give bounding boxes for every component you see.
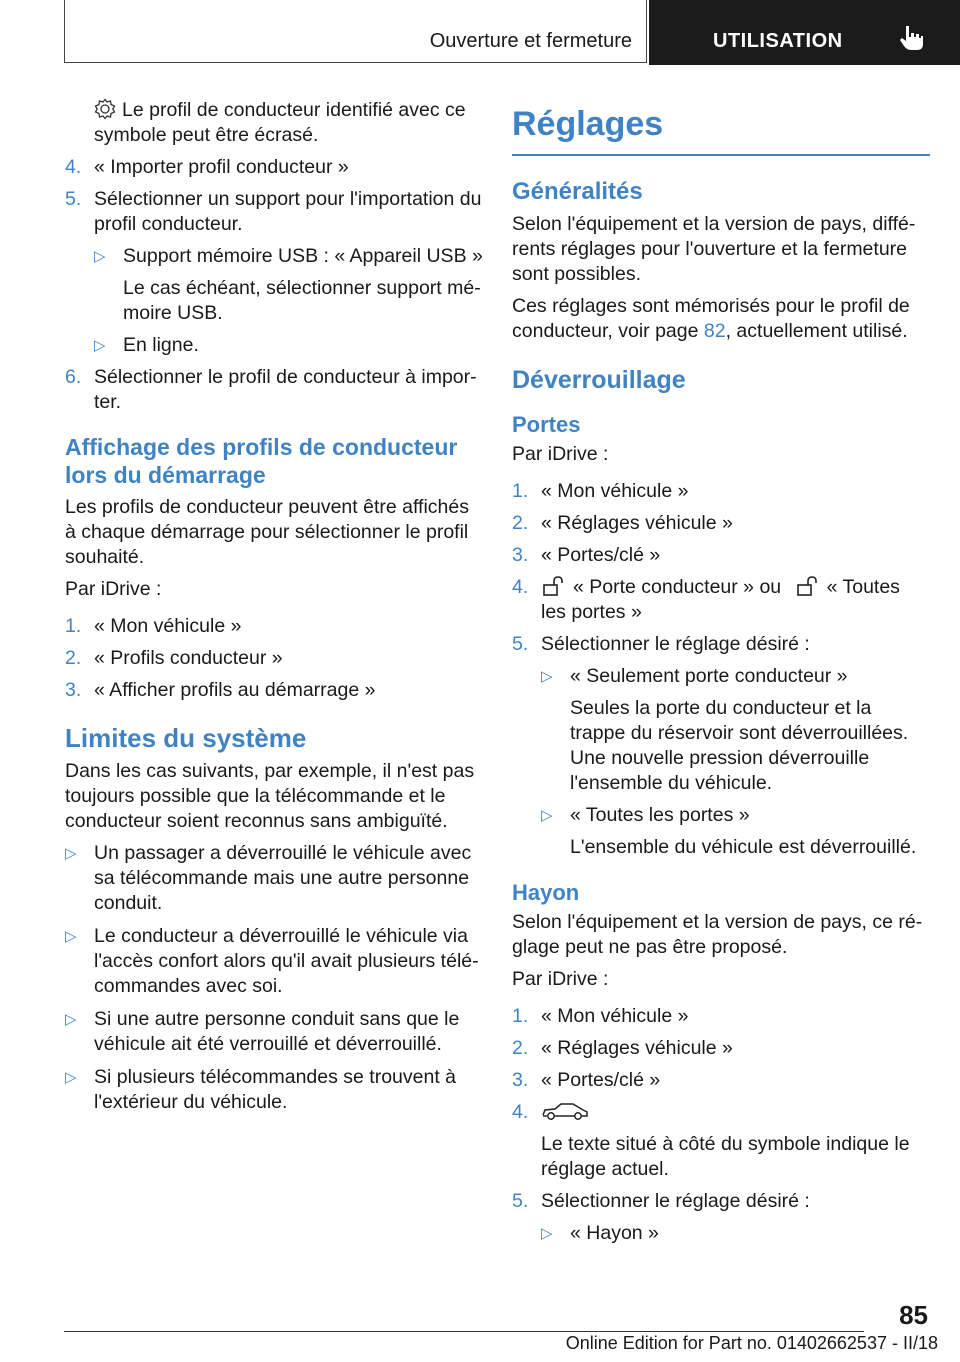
footer-divider	[64, 1331, 864, 1332]
paragraph: Par iDrive :	[512, 443, 609, 465]
bullet-text: En ligne.	[123, 334, 199, 356]
footer-edition: Online Edition for Part no. 01402662537 - II/18	[565, 1333, 938, 1353]
step-text: « Porte conducteur » ou	[573, 576, 782, 598]
step-text: « Portes/clé »	[541, 544, 661, 566]
bullet-text: Si une autre personne conduit sans que le véhicule ait été verrouillé et déverrouillé.	[94, 1008, 460, 1055]
bullet-item	[65, 333, 483, 358]
step-number: 5.	[65, 188, 82, 210]
list-item	[512, 479, 930, 504]
step-continuation: Le texte situé à côté du symbole indique le réglage actuel.	[541, 1133, 910, 1180]
triangle-bullet-icon: ▷	[65, 928, 77, 945]
triangle-bullet-icon: ▷	[65, 1011, 77, 1028]
triangle-bullet-icon: ▷	[541, 807, 553, 824]
text-fragment: , actuellement utilisé.	[725, 320, 908, 342]
list-item	[512, 632, 930, 657]
step-number: 3.	[512, 1069, 529, 1091]
list-item	[512, 1004, 930, 1029]
step-text: « Afficher profils au démarrage »	[94, 679, 376, 701]
list-item	[512, 575, 930, 625]
step-number: 2.	[512, 1037, 529, 1059]
list-item	[512, 1100, 930, 1125]
list-item	[65, 187, 483, 237]
list-item	[512, 1068, 930, 1093]
list-item	[65, 614, 483, 639]
step-text: « Profils conducteur »	[94, 647, 283, 669]
paragraph	[512, 294, 930, 344]
list-item	[65, 155, 483, 180]
bullet-item	[65, 1065, 483, 1115]
profile-intro	[65, 98, 483, 148]
triangle-bullet-icon: ▷	[541, 1225, 553, 1242]
section-tab	[64, 0, 647, 63]
list-item	[65, 365, 483, 415]
step-text: Sélectionner le profil de conducteur à importer.	[94, 366, 477, 413]
page-header	[64, 0, 960, 65]
step-number: 5.	[512, 633, 529, 655]
page-number: 85	[899, 1300, 928, 1330]
paragraph: Les profils de conducteur peuvent être affichés à chaque démarrage pour sélectionner le profil souhaité.	[65, 496, 469, 568]
heading-doors: Portes	[512, 412, 581, 437]
step-text: « Toutes les portes »	[541, 576, 900, 623]
list-item	[512, 1036, 930, 1061]
unlock-icon	[541, 575, 565, 597]
bullet-item	[65, 244, 483, 269]
step-number: 3.	[512, 544, 529, 566]
right-column	[512, 98, 930, 1253]
bullet-item	[512, 664, 930, 689]
bullet-item	[65, 924, 483, 999]
step-text: Sélectionner un support pour l'importation du profil conducteur.	[94, 188, 482, 235]
step-number: 6.	[65, 366, 82, 388]
paragraph: Dans les cas suivants, par exemple, il n'est pas toujours possible que la télécommande et le conducteur soient reconnus sans ambiguïté.	[65, 760, 475, 832]
list-item	[512, 543, 930, 568]
heading-tailgate: Hayon	[512, 880, 580, 905]
step-text: Sélectionner le réglage désiré :	[541, 1190, 810, 1212]
triangle-bullet-icon: ▷	[94, 248, 106, 265]
bullet-continuation: Seules la porte du conducteur et la trappe du réservoir sont déverrouillées. Une nouvelle pression déverrouille l'ensemble du véhicule.	[570, 697, 909, 794]
step-text: « Portes/clé »	[541, 1069, 661, 1091]
heading-settings: Réglages	[512, 104, 930, 156]
bullet-text: « Seulement porte conducteur »	[570, 665, 848, 687]
step-text: Sélectionner le réglage désiré :	[541, 633, 810, 655]
triangle-bullet-icon: ▷	[541, 668, 553, 685]
bullet-continuation: L'ensemble du véhicule est déverrouillé.	[570, 836, 917, 858]
hand-pointer-icon	[899, 24, 925, 52]
bullet-continuation: Le cas échéant, sélectionner support mémoire USB.	[123, 277, 481, 324]
bullet-text: « Toutes les portes »	[570, 804, 750, 826]
paragraph: Par iDrive :	[512, 968, 609, 990]
bullet-text: Support mémoire USB : « Appareil USB »	[123, 245, 483, 267]
step-text: « Réglages véhicule »	[541, 512, 733, 534]
step-number: 4.	[512, 1101, 529, 1123]
chapter-tab	[649, 0, 960, 65]
step-number: 3.	[65, 679, 82, 701]
triangle-bullet-icon: ▷	[65, 845, 77, 862]
text-fragment: Ces réglages sont mémorisés pour le profil de conducteur, voir page	[512, 295, 910, 342]
bullet-text: Un passager a déverrouillé le véhicule avec sa télécommande mais une autre personne conduit.	[94, 842, 472, 914]
bullet-text: Si plusieurs télécommandes se trouvent à l'extérieur du véhicule.	[94, 1066, 457, 1113]
gear-icon	[94, 98, 116, 120]
section-title: Ouverture et fermeture	[429, 30, 632, 52]
list-item	[512, 511, 930, 536]
list-item	[65, 678, 483, 703]
bullet-text: Le conducteur a déverrouillé le véhicule via l'accès confort alors qu'il avait plusieurs télécommandes avec soi.	[94, 925, 479, 997]
triangle-bullet-icon: ▷	[94, 337, 106, 354]
chapter-title: UTILISATION	[713, 30, 843, 52]
list-item	[65, 646, 483, 671]
step-number: 1.	[512, 480, 529, 502]
bullet-item	[512, 1221, 930, 1246]
step-number: 2.	[512, 512, 529, 534]
step-text: « Mon véhicule »	[541, 1005, 689, 1027]
step-number: 2.	[65, 647, 82, 669]
step-text: « Importer profil conducteur »	[94, 156, 349, 178]
heading-general: Généralités	[512, 178, 643, 205]
paragraph: Selon l'équipement et la version de pays, différents réglages pour l'ouverture et la fermeture sont possibles.	[512, 213, 916, 285]
car-icon	[541, 1100, 589, 1122]
left-column	[65, 98, 483, 1123]
step-text: « Réglages véhicule »	[541, 1037, 733, 1059]
list-item	[512, 1189, 930, 1214]
unlock-icon	[795, 575, 819, 597]
paragraph: Par iDrive :	[65, 578, 162, 600]
step-number: 1.	[512, 1005, 529, 1027]
bullet-item	[512, 803, 930, 828]
step-number: 1.	[65, 615, 82, 637]
step-number: 4.	[512, 576, 529, 598]
step-number: 5.	[512, 1190, 529, 1212]
bullet-text: « Hayon »	[570, 1222, 659, 1244]
step-text: « Mon véhicule »	[94, 615, 242, 637]
paragraph: Selon l'équipement et la version de pays, ce réglage peut ne pas être proposé.	[512, 911, 923, 958]
bullet-item	[65, 841, 483, 916]
step-text: « Mon véhicule »	[541, 480, 689, 502]
step-number: 4.	[65, 156, 82, 178]
heading-profile-display: Affichage des profils de conducteur lors du démarrage	[65, 434, 458, 488]
intro-text: Le profil de conducteur identifié avec ce symbole peut être écrasé.	[94, 99, 466, 146]
heading-unlocking: Déverrouillage	[512, 366, 686, 394]
page-link[interactable]: 82	[703, 320, 726, 342]
bullet-item	[65, 1007, 483, 1057]
heading-system-limits: Limites du système	[65, 723, 307, 753]
triangle-bullet-icon: ▷	[65, 1069, 77, 1086]
